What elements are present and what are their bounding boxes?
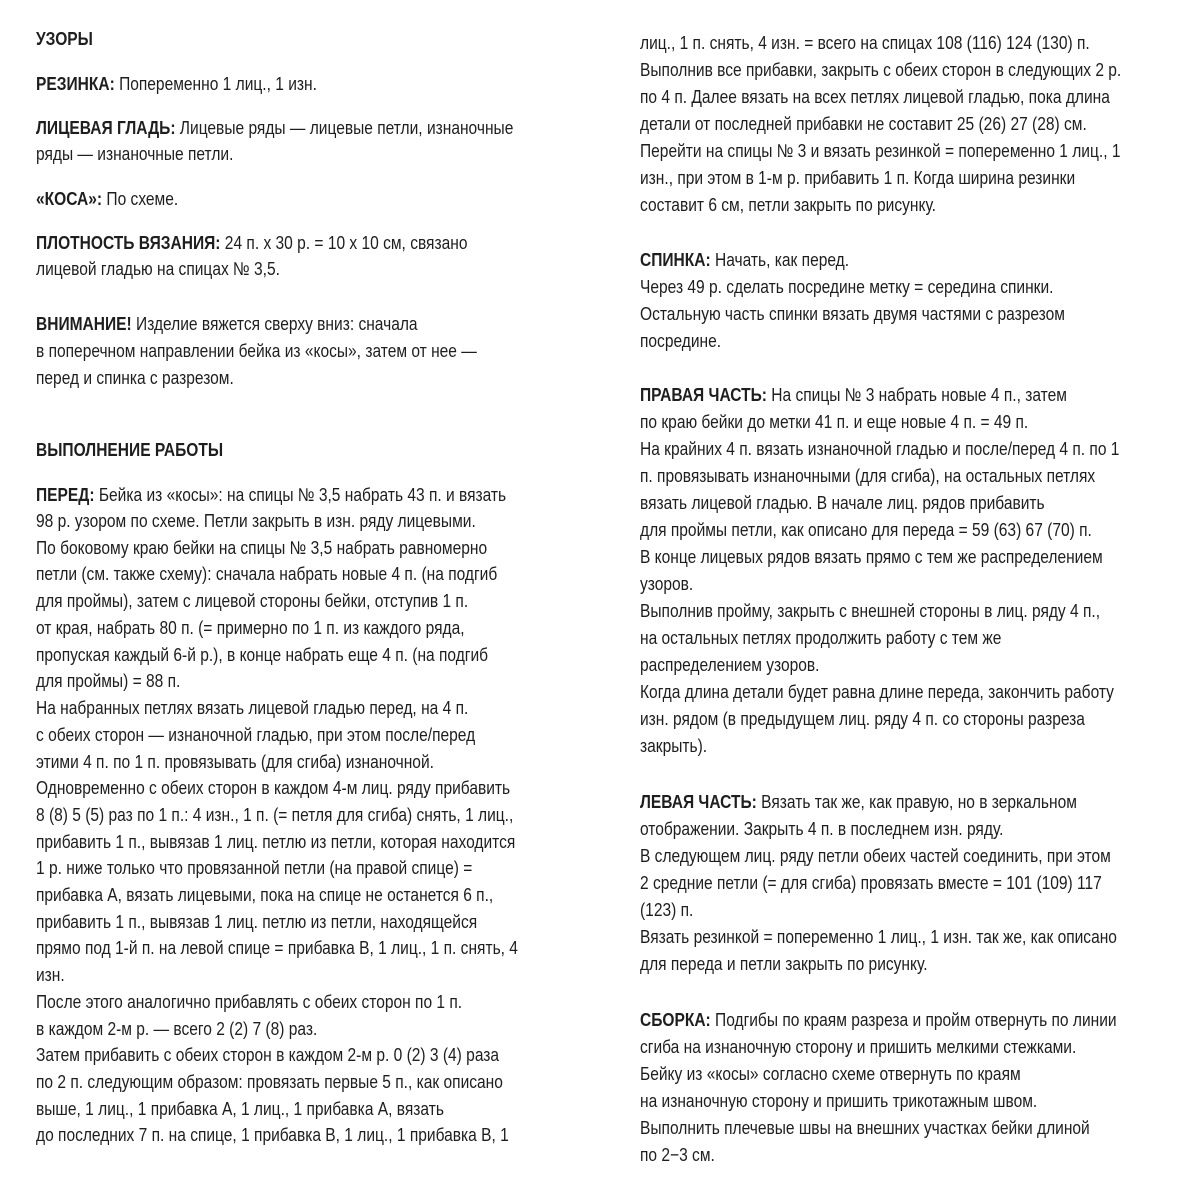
body-text: прямо под 1-й п. на левой спице = прибавка В, 1 лиц., 1 п. снять, 4	[36, 937, 518, 958]
body-text: на изнаночную сторону и пришить трикотажным швом.	[640, 1090, 1038, 1111]
text-line	[640, 57, 1121, 83]
text-line	[36, 1096, 444, 1122]
body-text: изн., при этом в 1-м р. прибавить 1 п. Когда ширина резинки	[640, 167, 1076, 188]
section-heading: ПЛОТНОСТЬ ВЯЗАНИЯ:	[36, 232, 221, 253]
body-text: составит 6 см, петли закрыть по рисунку.	[640, 194, 936, 215]
text-line	[36, 311, 418, 337]
body-text: для проймы) = 88 п.	[36, 670, 181, 691]
text-line	[36, 935, 518, 961]
text-line	[640, 733, 707, 759]
text-line	[36, 855, 472, 881]
body-text: Выполнить плечевые швы на внешних участках бейки длиной	[640, 1117, 1090, 1138]
body-text: 2 средние петли (= для сгиба) провязать вместе = 101 (109) 117	[640, 872, 1102, 893]
text-line	[36, 338, 477, 364]
body-text: Подгибы по краям разреза и пройм отвернуть по линии	[710, 1009, 1117, 1030]
text-line	[36, 482, 506, 508]
text-line	[36, 989, 462, 1015]
text-line	[640, 138, 1120, 164]
text-line	[36, 230, 467, 256]
text-line	[640, 274, 1053, 300]
text-line	[640, 679, 1114, 705]
body-text: лицевой гладью на спицах № 3,5.	[36, 258, 280, 279]
body-text: Бейку из «косы» согласно схеме отвернуть по краям	[640, 1063, 1021, 1084]
body-text: Выполнив все прибавки, закрыть с обеих сторон в следующих 2 р.	[640, 59, 1122, 80]
body-text: отображении. Закрыть 4 п. в последнем изн. ряду.	[640, 818, 1004, 839]
body-text: Бейка из «косы»: на спицы № 3,5 набрать 43 п. и вязать	[94, 484, 507, 505]
text-line	[36, 1122, 509, 1148]
text-line	[640, 301, 1065, 327]
body-text: Изделие вяжется сверху вниз: сначала	[131, 313, 418, 334]
body-text: по 2−3 см.	[640, 1144, 715, 1165]
section-heading: ПРАВАЯ ЧАСТЬ:	[640, 384, 767, 405]
text-line	[640, 517, 1092, 543]
body-text: (123) п.	[640, 899, 694, 920]
body-text: На набранных петлях вязать лицевой гладью перед, на 4 п.	[36, 697, 469, 718]
body-text: детали от последней прибавки не составит 25 (26) 27 (28) см.	[640, 113, 1087, 134]
text-line	[36, 642, 488, 668]
text-line	[640, 870, 1102, 896]
text-line	[640, 1115, 1090, 1141]
section-heading: ПЕРЕД:	[36, 484, 95, 505]
body-text: этими 4 п. по 1 п. провязывать (для сгиба) изнаночной.	[36, 751, 434, 772]
body-text: На крайних 4 п. вязать изнаночной гладью и после/перед 4 п. по 1	[640, 438, 1120, 459]
text-line	[640, 490, 1045, 516]
text-line	[36, 1069, 503, 1095]
body-text: 24 п. x 30 р. = 10 x 10 см, связано	[220, 232, 468, 253]
section-heading: УЗОРЫ	[36, 28, 93, 49]
body-text: В следующем лиц. ряду петли обеих частей соединить, при этом	[640, 845, 1111, 866]
text-line	[640, 544, 1103, 570]
text-line	[36, 365, 234, 391]
text-line	[640, 409, 1028, 435]
text-line	[640, 247, 849, 273]
body-text: до последних 7 п. на спице, 1 прибавка В, 1 лиц., 1 прибавка В, 1	[36, 1124, 509, 1145]
body-text: Лицевые ряды — лицевые петли, изнаночные	[175, 117, 514, 138]
text-line	[640, 192, 936, 218]
text-line	[36, 26, 93, 52]
body-text: для проймы), затем с лицевой стороны бейки, отступив 1 п.	[36, 590, 469, 611]
body-text: Выполнив пройму, закрыть с внешней стороны в лиц. ряду 4 п.,	[640, 600, 1101, 621]
text-line	[36, 508, 476, 534]
text-line	[640, 571, 693, 597]
text-line	[36, 749, 434, 775]
body-text: изн. рядом (в предыдущем лиц. ряду 4 п. со стороны разреза	[640, 708, 1085, 729]
section-heading: ВЫПОЛНЕНИЕ РАБОТЫ	[36, 439, 224, 460]
text-line	[640, 111, 1087, 137]
text-line	[36, 722, 475, 748]
text-line	[640, 652, 819, 678]
text-line	[640, 165, 1075, 191]
text-line	[36, 802, 513, 828]
text-line	[640, 30, 1090, 56]
body-text: вязать лицевой гладью. В начале лиц. рядов прибавить	[640, 492, 1045, 513]
body-text: Затем прибавить с обеих сторон в каждом 2-м р. 0 (2) 3 (4) раза	[36, 1044, 500, 1065]
text-line	[36, 437, 223, 463]
text-line	[36, 256, 280, 282]
text-line	[640, 1061, 1021, 1087]
text-line	[36, 115, 513, 141]
text-line	[36, 561, 497, 587]
section-heading: СПИНКА:	[640, 249, 711, 270]
text-line	[36, 668, 180, 694]
body-text: В конце лицевых рядов вязать прямо с тем же распределением	[640, 546, 1103, 567]
body-text: по 4 п. Далее вязать на всех петлях лицевой гладью, пока длина	[640, 86, 1110, 107]
body-text: посредине.	[640, 330, 722, 351]
text-line	[640, 328, 721, 354]
text-line	[36, 829, 515, 855]
body-text: в каждом 2-м р. — всего 2 (2) 7 (8) раз.	[36, 1018, 318, 1039]
text-line	[640, 84, 1110, 110]
text-line	[640, 1034, 1076, 1060]
text-line	[36, 615, 465, 641]
body-text: изн.	[36, 964, 65, 985]
text-line	[36, 882, 493, 908]
text-line	[36, 909, 477, 935]
text-line	[640, 1088, 1037, 1114]
body-text: сгиба на изнаночную сторону и пришить мелкими стежками.	[640, 1036, 1077, 1057]
body-text: Попеременно 1 лиц., 1 изн.	[114, 73, 317, 94]
text-line	[640, 951, 928, 977]
body-text: лиц., 1 п. снять, 4 изн. = всего на спицах 108 (116) 124 (130) п.	[640, 32, 1090, 53]
body-text: Одновременно с обеих сторон в каждом 4-м лиц. ряду прибавить	[36, 777, 511, 798]
body-text: выше, 1 лиц., 1 прибавка А, 1 лиц., 1 прибавка А, вязать	[36, 1098, 444, 1119]
body-text: для проймы петли, как описано для переда = 59 (63) 67 (70) п.	[640, 519, 1092, 540]
text-line	[36, 962, 65, 988]
text-line	[36, 71, 317, 97]
body-text: прибавить 1 п., вывязав 1 лиц. петлю из петли, которая находится	[36, 831, 516, 852]
body-text: в поперечном направлении бейка из «косы», затем от нее —	[36, 340, 477, 361]
text-line	[640, 789, 1077, 815]
body-text: По боковому краю бейки на спицы № 3,5 набрать равномерно	[36, 537, 488, 558]
text-line	[640, 625, 1001, 651]
body-text: Вязать так же, как правую, но в зеркальном	[756, 791, 1077, 812]
body-text: закрыть).	[640, 735, 708, 756]
body-text: узоров.	[640, 573, 694, 594]
section-heading: «КОСА»:	[36, 188, 103, 209]
body-text: По схеме.	[102, 188, 179, 209]
text-line	[36, 186, 178, 212]
body-text: пропуская каждый 6-й р.), в конце набрать еще 4 п. (на подгиб	[36, 644, 489, 665]
body-text: 8 (8) 5 (5) раз по 1 п.: 4 изн., 1 п. (= петля для сгиба) снять, 1 лиц.,	[36, 804, 514, 825]
text-line	[640, 436, 1119, 462]
text-line	[640, 843, 1111, 869]
body-text: Вязать резинкой = попеременно 1 лиц., 1 изн. так же, как описано	[640, 926, 1117, 947]
body-text: по 2 п. следующим образом: провязать первые 5 п., как описано	[36, 1071, 503, 1092]
body-text: по краю бейки до метки 41 п. и еще новые 4 п. = 49 п.	[640, 411, 1029, 432]
section-heading: СБОРКА:	[640, 1009, 711, 1030]
text-line	[640, 382, 1067, 408]
text-line	[640, 924, 1117, 950]
body-text: п. провязывать изнаночными (для сгиба), на остальных петлях	[640, 465, 1096, 486]
section-heading: ЛИЦЕВАЯ ГЛАДЬ:	[36, 117, 176, 138]
body-text: 98 р. узором по схеме. Петли закрыть в изн. ряду лицевыми.	[36, 510, 476, 531]
body-text: Остальную часть спинки вязать двумя частями с разрезом	[640, 303, 1065, 324]
text-line	[640, 463, 1095, 489]
text-line	[640, 897, 693, 923]
body-text: Через 49 р. сделать посредине метку = середина спинки.	[640, 276, 1054, 297]
text-line	[640, 1142, 715, 1168]
body-text: распределением узоров.	[640, 654, 820, 675]
body-text: прибавка А, вязать лицевыми, пока на спице не останется 6 п.,	[36, 884, 494, 905]
body-text: ряды — изнаночные петли.	[36, 143, 234, 164]
body-text: перед и спинка с разрезом.	[36, 367, 234, 388]
text-line	[36, 588, 468, 614]
body-text: Перейти на спицы № 3 и вязать резинкой = попеременно 1 лиц., 1	[640, 140, 1121, 161]
body-text: петли (см. также схему): сначала набрать новые 4 п. (на подгиб	[36, 563, 498, 584]
section-heading: ЛЕВАЯ ЧАСТЬ:	[640, 791, 757, 812]
body-text: 1 р. ниже только что провязанной петли (на правой спице) =	[36, 857, 473, 878]
section-heading: ВНИМАНИЕ!	[36, 313, 132, 334]
body-text: с обеих сторон — изнаночной гладью, при этом после/перед	[36, 724, 476, 745]
text-line	[640, 706, 1085, 732]
body-text: Когда длина детали будет равна длине переда, закончить работу	[640, 681, 1114, 702]
text-line	[36, 1016, 317, 1042]
text-line	[640, 816, 1003, 842]
body-text: На спицы № 3 набрать новые 4 п., затем	[766, 384, 1067, 405]
text-line	[36, 1042, 499, 1068]
text-line	[36, 775, 510, 801]
body-text: от края, набрать 80 п. (= примерно по 1 п. из каждого ряда,	[36, 617, 465, 638]
text-line	[640, 1007, 1117, 1033]
text-line	[640, 598, 1100, 624]
body-text: После этого аналогично прибавлять с обеих сторон по 1 п.	[36, 991, 463, 1012]
text-line	[36, 695, 468, 721]
body-text: для переда и петли закрыть по рисунку.	[640, 953, 928, 974]
body-text: прибавить 1 п., вывязав 1 лиц. петлю из петли, находящейся	[36, 911, 478, 932]
section-heading: РЕЗИНКА:	[36, 73, 115, 94]
text-line	[36, 141, 233, 167]
body-text: Начать, как перед.	[710, 249, 850, 270]
text-line	[36, 535, 487, 561]
body-text: на остальных петлях продолжить работу с тем же	[640, 627, 1002, 648]
